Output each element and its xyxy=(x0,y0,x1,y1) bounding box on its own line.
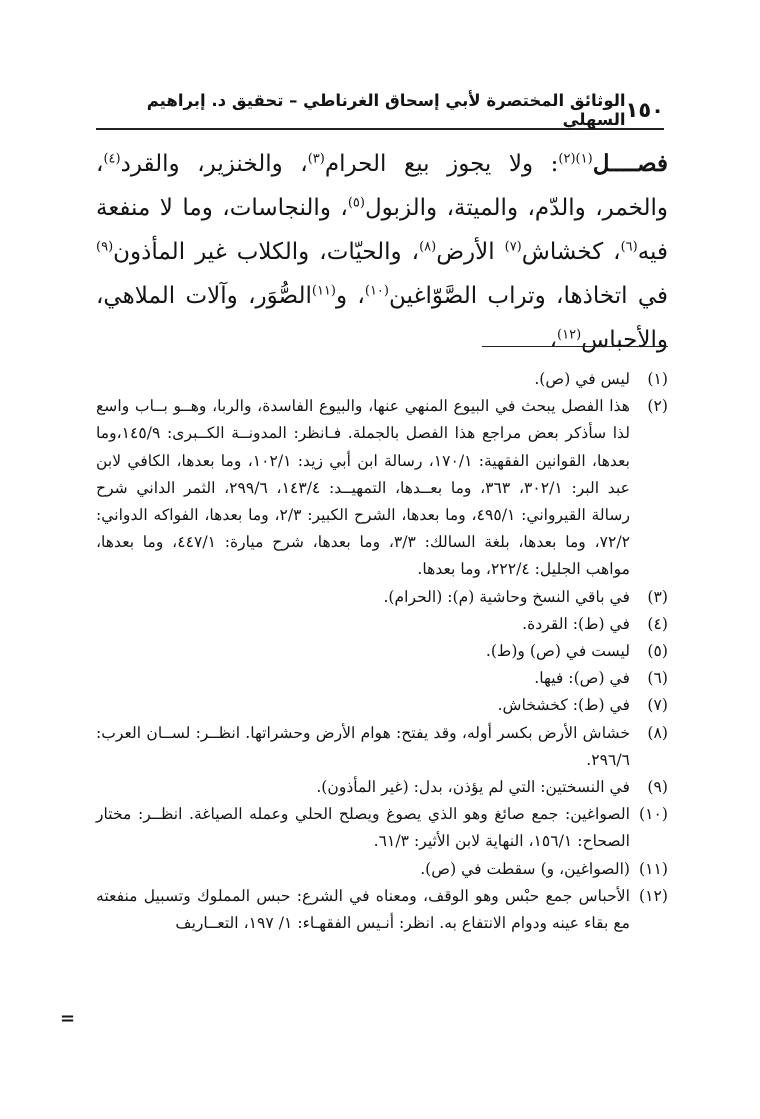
footnote-number: (٣) xyxy=(647,587,668,606)
footnote xyxy=(96,611,668,638)
footnote-text: في النسختين: التي لم يؤذن، بدل: (غير المأذون). xyxy=(316,778,630,797)
footnote xyxy=(96,883,668,937)
footnote-number: (٧) xyxy=(647,696,668,715)
footnote-number: (٩) xyxy=(647,778,668,797)
footnote-ref: (٥) xyxy=(347,195,365,211)
body-text-run: ، xyxy=(613,239,621,265)
main-text xyxy=(96,142,668,362)
footnote-text: في (ط): كخشخاش. xyxy=(497,696,630,715)
footnote-number: (٦) xyxy=(647,669,668,688)
footnote xyxy=(96,801,668,855)
footnote-ref: (١١) xyxy=(311,283,336,299)
footnote-number: (٢) xyxy=(647,397,668,416)
footnote-number: (١١) xyxy=(639,859,668,878)
footnote xyxy=(96,665,668,692)
body-text-run: الأرض xyxy=(436,239,505,265)
footnote-number: (١) xyxy=(647,370,668,388)
footnote xyxy=(96,720,668,774)
continuation-mark: = xyxy=(60,1008,76,1029)
page-number: ١٥٠ xyxy=(625,98,664,122)
footnote xyxy=(96,584,668,611)
footnote-ref: (١٠) xyxy=(364,283,389,299)
body-text-run: : ولا يجوز بيع الحرام xyxy=(324,151,559,177)
footnote xyxy=(96,366,668,393)
footnote-ref: (٧) xyxy=(504,239,522,255)
body-text-run: والخمر، والدّم، والميتة، والزبول xyxy=(364,195,668,221)
footnote-text: (الصواغين، و) سقطت في (ص). xyxy=(420,859,630,878)
footnote-ref: (١٢) xyxy=(557,327,582,343)
footnote-text: خشاش الأرض بكسر أوله، وقد يفتح: هوام الأرض وحشراتها. انظــر: لســان العرب: ٢٩٦/٦. xyxy=(96,723,630,769)
body-text-run: ، xyxy=(96,151,104,177)
body-text-run: ، والحيّات، والكلاب غير المأذون xyxy=(113,239,420,265)
footnote-number: (١٢) xyxy=(639,886,668,905)
footnote-ref: (٣) xyxy=(307,151,325,167)
body-text-run: ، والنجاسات، وما لا منفعة فيه xyxy=(96,195,668,265)
body-text-run: ، والخنزير، والقرد xyxy=(120,151,308,177)
footnote-ref: (٦) xyxy=(620,239,638,255)
footnote xyxy=(96,856,668,883)
footnote-number: (٥) xyxy=(647,642,668,661)
footnote xyxy=(96,393,668,583)
footnote-text: ليس في (ص). xyxy=(534,370,630,388)
footnote xyxy=(96,692,668,719)
body-text-run: ، و xyxy=(335,283,365,309)
footnote-text: ليست في (ص) و(ط). xyxy=(485,642,630,661)
body-text-run: وتراب الصَّوّاغين xyxy=(389,283,546,309)
running-header xyxy=(96,92,664,130)
footnote-text: في (ص): فيها. xyxy=(534,669,630,688)
footnote-ref: (٨) xyxy=(419,239,437,255)
footnote-text: الصواغين: جمع صائغ وهو الذي يصوغ ويصلح الحلي وعمله الصياغة. انظــر: مختار الصحاح: ١٥٦/١، النهاية لابن الأثير: ٦١/٣. xyxy=(96,805,630,851)
running-title: الوثائق المختصرة لأبي إسحاق الغرناطي – تحقيق د. إبراهيم السهلي xyxy=(146,91,626,129)
footnote-separator xyxy=(482,346,668,347)
footnote-ref: (١)(٢) xyxy=(558,151,593,167)
footnote-ref: (٤) xyxy=(103,151,121,167)
footnotes-list xyxy=(96,366,668,937)
footnote-text: في باقي النسخ وحاشية (م): (الحرام). xyxy=(383,587,630,606)
body-text-run: كخشاش xyxy=(521,239,604,265)
footnote-ref: (٩) xyxy=(96,239,114,255)
body-text-run: ، xyxy=(549,327,558,353)
body-text-run: الصُّوَر، وآلات الملاهي، والأحباس xyxy=(96,283,668,353)
footnote-text: هذا الفصل يبحث في البيوع المنهي عنها، والبيوع الفاسدة، والربا، وهــو بــاب واسع لذا سأذكر بعض مراجع هذا الفصل بالجملة. فـانظر: المدونــة الكــبرى: ١٤٥/٩،وما بعدها، القوانين الفقهية: ١٧٠/١، رسالة ابن أبي زيد: ١٠٢/١، وما بعدها، الكافي لابن عبد البر: ٣٠٢/١، ٣٦٣، وما بعــدها، التمهيــد: ١٤٣/٤، ٢٩٩/٦، الثمر الداني شرح رسالة القيرواني: ٤٩٥/١، وما بعدها، الشرح الكبير: ٢/٣، وما بعدها، الفواكه الدواني: ٧٢/٢، وما بعدها، بلغة السالك: ٣/٣، وما بعدها، شرح ميارة: ٤٤٧/١، وما بعدها، مواهب الجليل: ٢٢٢/٤، وما بعدها. xyxy=(96,397,631,579)
section-heading: فصــــل xyxy=(592,150,668,177)
footnote-number: (٨) xyxy=(647,723,668,742)
footnote-text: الأحباس جمع حبْس وهو الوقف، ومعناه في الشرع: حبس المملوك وتسبيل منفعته مع بقاء عينه ودوام الانتفاع به. انظر: أنـيس الفقهـاء: ١/ ١٩٧، التعــاريف xyxy=(96,886,630,933)
footnote-number: (١٠) xyxy=(639,805,668,824)
footnote xyxy=(96,638,668,665)
footnote-text: في (ط): القردة. xyxy=(522,614,630,633)
body-text-run: في اتخاذها، xyxy=(556,283,669,309)
footnote-number: (٤) xyxy=(647,614,668,633)
footnote xyxy=(96,774,668,801)
